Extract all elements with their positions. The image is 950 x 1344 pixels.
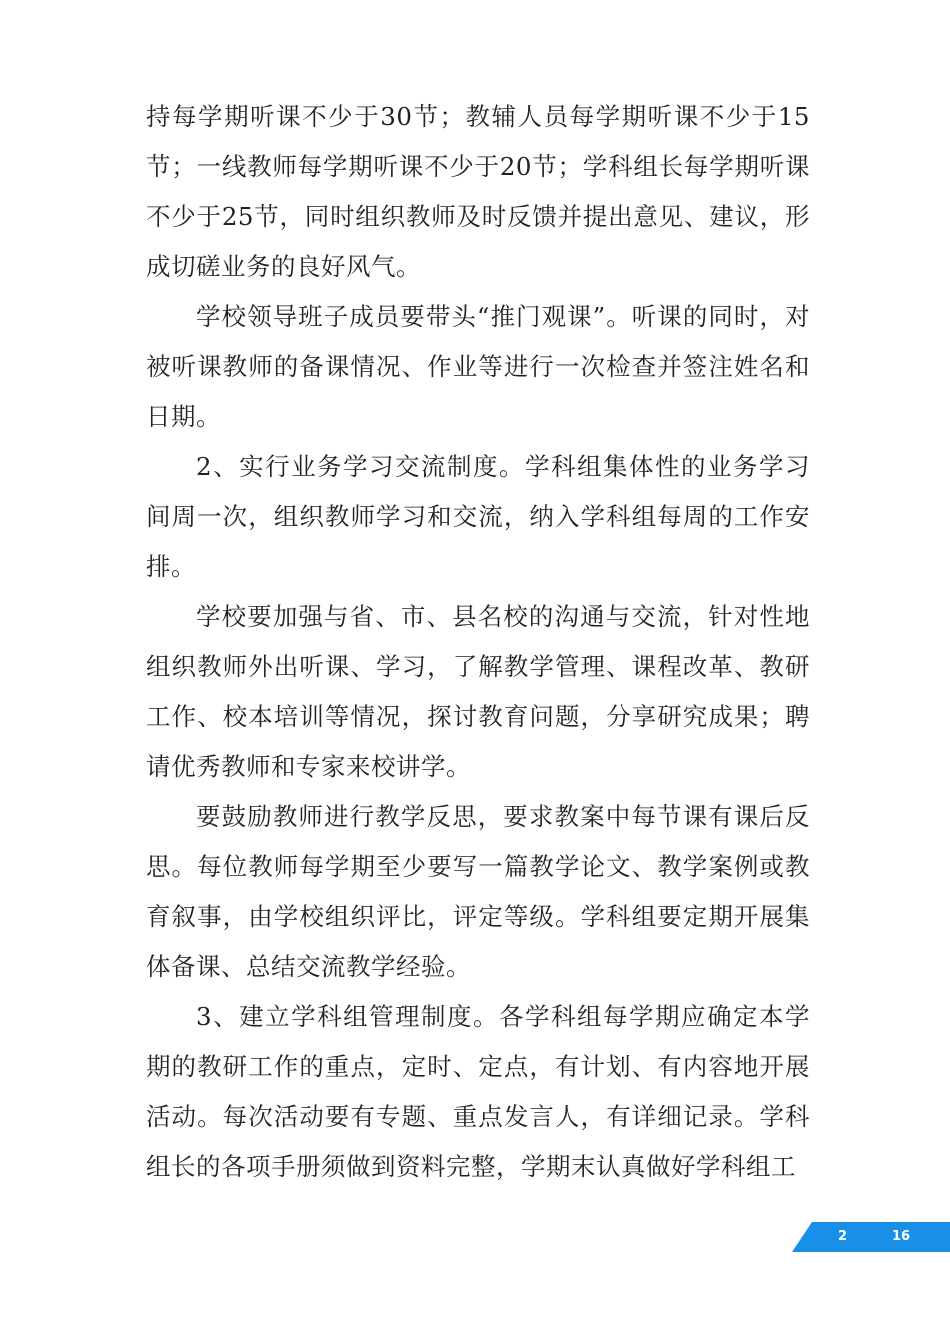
- paragraph-5: 要鼓励教师进行教学反思，要求教案中每节课有课后反思。每位教师每学期至少要写一篇教学论文、教学案例或教育叙事，由学校组织评比，评定等级。学科组要定期开展集体备课、总结交流教学经验。: [146, 802, 810, 981]
- paragraph-1: 持每学期听课不少于30节；教辅人员每学期听课不少于15节；一线教师每学期听课不少于20节；学科组长每学期听课不少于25节，同时组织教师及时反馈并提出意见、建议，形成切磋业务的良好风气。: [146, 102, 810, 281]
- paragraph-2: 学校领导班子成员要带头“推门观课”。听课的同时，对被听课教师的备课情况、作业等进行一次检查并签注姓名和日期。: [146, 302, 810, 431]
- page-number: 2: [838, 1229, 848, 1244]
- paragraph-6: 3、建立学科组管理制度。各学科组每学期应确定本学期的教研工作的重点，定时、定点，有计划、有内容地开展活动。每次活动要有专题、重点发言人，有详细记录。学科组长的各项手册须做到资料完整，学期末认真做好学科组工: [146, 1002, 810, 1181]
- paragraph-4: 学校要加强与省、市、县名校的沟通与交流，针对性地组织教师外出听课、学习，了解教学管理、课程改革、教研工作、校本培训等情况，探讨教育问题，分享研究成果；聘请优秀教师和专家来校讲学。: [146, 602, 810, 781]
- document-body: [146, 92, 810, 1192]
- page-total: 16: [892, 1229, 911, 1244]
- paragraph-3: 2、实行业务学习交流制度。学科组集体性的业务学习间周一次，组织教师学习和交流，纳入学科组每周的工作安排。: [146, 452, 810, 581]
- page-footer-band: [792, 1222, 950, 1252]
